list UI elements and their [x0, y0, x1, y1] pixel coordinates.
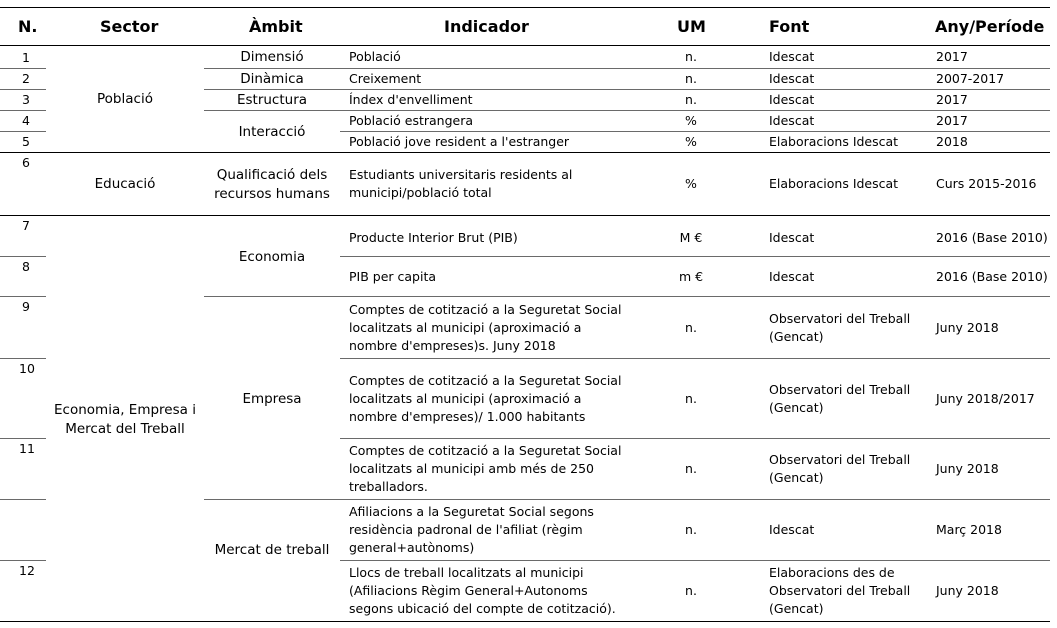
ambit-dinamica: Dinàmica [240, 71, 304, 87]
header-um: UM [677, 17, 706, 36]
row-number: 10 [19, 361, 35, 376]
header-any: Any/Període [935, 17, 1045, 36]
ambit-interaccio: Interacció [238, 124, 306, 140]
indicador-cell: Afiliacions a la Seguretat Social segons residència padronal de l'afiliat (règim general+autònoms) [349, 504, 594, 555]
header-indicador: Indicador [444, 17, 529, 36]
sector-educacio: Educació [94, 176, 156, 192]
any-cell: Juny 2018 [936, 583, 999, 598]
indicador-cell: Creixement [349, 71, 422, 86]
row-number: 1 [22, 50, 30, 65]
any-cell: 2017 [936, 113, 968, 128]
um-cell: % [685, 113, 697, 128]
um-cell: n. [685, 391, 697, 406]
indicador-cell: Producte Interior Brut (PIB) [349, 230, 518, 245]
sector-poblacio: Població [97, 91, 153, 107]
um-cell: n. [685, 92, 697, 107]
header-ambit: Àmbit [249, 17, 303, 36]
any-cell: Curs 2015-2016 [936, 176, 1037, 191]
any-cell: Març 2018 [936, 522, 1002, 537]
font-cell: Idescat [769, 522, 815, 537]
row-number: 7 [22, 218, 30, 233]
ambit-dimensio: Dimensió [240, 49, 304, 65]
any-cell: 2016 (Base 2010) [936, 230, 1048, 245]
indicador-cell: Població estrangera [349, 113, 474, 128]
any-cell: 2017 [936, 92, 968, 107]
header-n: N. [18, 17, 38, 36]
row-number: 6 [22, 155, 30, 170]
any-cell: 2007-2017 [936, 71, 1005, 86]
ambit-mercat-treball: Mercat de treball [214, 542, 330, 558]
ambit-estructura: Estructura [236, 92, 308, 108]
um-cell: n. [685, 583, 697, 598]
font-cell: Observatori del Treball (Gencat) [769, 382, 911, 415]
indicador-cell: Índex d'envelliment [349, 92, 473, 107]
indicador-cell: Estudiants universitaris residents al municipi/població total [349, 167, 573, 200]
header-sector: Sector [100, 17, 159, 36]
indicador-cell: Comptes de cotització a la Seguretat Social localitzats al municipi amb més de 250 treballadors. [349, 443, 622, 494]
indicador-cell: Comptes de cotització a la Seguretat Social localitzats al municipi (aproximació a nombre d'empreses)s. Juny 2018 [349, 302, 622, 353]
font-cell: Idescat [769, 230, 815, 245]
um-cell: % [685, 176, 697, 191]
ambit-economia: Economia [238, 249, 306, 265]
um-cell: n. [685, 522, 697, 537]
row-number: 3 [22, 92, 30, 107]
any-cell: 2018 [936, 134, 968, 149]
font-cell: Elaboracions des de Observatori del Treball (Gencat) [769, 565, 911, 616]
row-number: 2 [22, 71, 30, 86]
any-cell: 2016 (Base 2010) [936, 269, 1048, 284]
row-number: 11 [19, 441, 35, 456]
um-cell: n. [685, 320, 697, 335]
row-number: 4 [22, 113, 30, 128]
indicador-cell: PIB per capita [349, 269, 437, 284]
row-number: 8 [22, 259, 30, 274]
header-font: Font [769, 17, 810, 36]
font-cell: Observatori del Treball (Gencat) [769, 311, 911, 344]
any-cell: Juny 2018 [936, 320, 999, 335]
font-cell: Elaboracions Idescat [769, 134, 899, 149]
um-cell: n. [685, 461, 697, 476]
font-cell: Idescat [769, 92, 815, 107]
font-cell: Idescat [769, 71, 815, 86]
um-cell: m € [678, 269, 704, 284]
um-cell: n. [685, 49, 697, 64]
font-cell: Observatori del Treball (Gencat) [769, 452, 911, 485]
any-cell: 2017 [936, 49, 968, 64]
ambit-empresa: Empresa [242, 391, 302, 407]
um-cell: M € [679, 230, 703, 245]
font-cell: Idescat [769, 49, 815, 64]
sector-economia: Economia, Empresa i Mercat del Treball [54, 402, 196, 437]
indicador-cell: Llocs de treball localitzats al municipi (Afiliacions Règim General+Autonoms segons ubicació del compte de cotització). [349, 565, 616, 616]
row-number: 9 [22, 299, 30, 314]
indicador-cell: Comptes de cotització a la Seguretat Social localitzats al municipi (aproximació a nombre d'empreses)/ 1.000 habitants [349, 373, 622, 424]
font-cell: Idescat [769, 113, 815, 128]
um-cell: n. [685, 71, 697, 86]
indicador-cell: Població jove resident a l'estranger [349, 134, 570, 149]
font-cell: Elaboracions Idescat [769, 176, 899, 191]
indicador-cell: Població [349, 49, 401, 64]
um-cell: % [685, 134, 697, 149]
ambit-qualificacio: Qualificació dels recursos humans [214, 167, 330, 202]
any-cell: Juny 2018/2017 [936, 391, 1035, 406]
row-number: 12 [19, 563, 35, 578]
row-number: 5 [22, 134, 30, 149]
font-cell: Idescat [769, 269, 815, 284]
any-cell: Juny 2018 [936, 461, 999, 476]
